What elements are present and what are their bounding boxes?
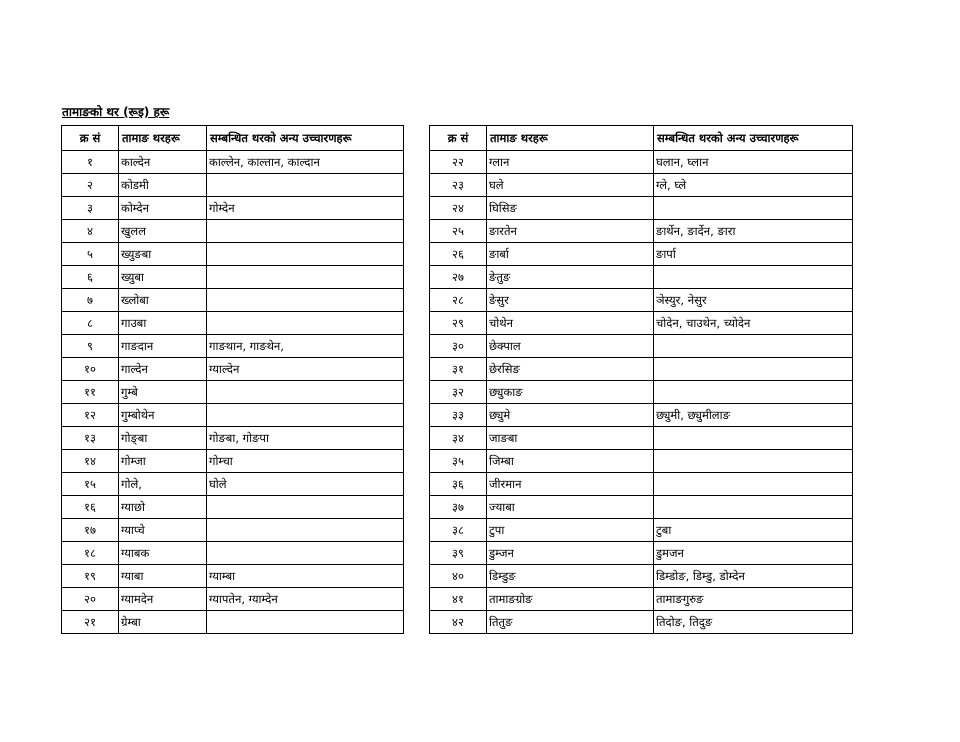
surname-cell: गोम्जा	[119, 450, 207, 473]
surname-cell: जिम्बा	[487, 450, 654, 473]
table-row	[62, 427, 404, 450]
alternate-pronunciation-cell	[207, 404, 404, 427]
alternate-pronunciation-cell	[207, 174, 404, 197]
serial-number-cell: ९	[62, 335, 119, 358]
surname-table-left	[61, 125, 404, 634]
surname-cell: ख्युङबा	[119, 243, 207, 266]
serial-number-cell: २४	[430, 197, 487, 220]
table-row	[62, 450, 404, 473]
alternate-pronunciation-cell	[207, 266, 404, 289]
table-row	[430, 220, 853, 243]
serial-number-cell: ३३	[430, 404, 487, 427]
table-row	[62, 404, 404, 427]
serial-number-cell: ४१	[430, 588, 487, 611]
serial-number-cell: २१	[62, 611, 119, 634]
serial-number-cell: १०	[62, 358, 119, 381]
alternate-pronunciation-cell: ङार्थेन, ङार्देन, ङारा	[654, 220, 853, 243]
serial-number-cell: ४२	[430, 611, 487, 634]
alternate-pronunciation-cell: टुबा	[654, 519, 853, 542]
serial-number-cell: २३	[430, 174, 487, 197]
alternate-pronunciation-cell	[207, 220, 404, 243]
surname-cell: ग्रेम्बा	[119, 611, 207, 634]
table-row	[430, 611, 853, 634]
surname-cell: टुपा	[487, 519, 654, 542]
surname-cell: छेरसिङ	[487, 358, 654, 381]
surname-cell: ग्याबा	[119, 565, 207, 588]
table-row	[62, 335, 404, 358]
alternate-pronunciation-cell: ग्ले, घ्ले	[654, 174, 853, 197]
table-row	[430, 197, 853, 220]
surname-cell: ग्लान	[487, 151, 654, 174]
serial-number-cell: १	[62, 151, 119, 174]
alternate-pronunciation-cell: गाङथान, गाङथेन,	[207, 335, 404, 358]
surname-cell: काल्देन	[119, 151, 207, 174]
surname-cell: ज्याबा	[487, 496, 654, 519]
surname-cell: ङेतुङ	[487, 266, 654, 289]
alternate-pronunciation-cell: गोम्चा	[207, 450, 404, 473]
alternate-pronunciation-cell: डुमजन	[654, 542, 853, 565]
serial-number-cell: ५	[62, 243, 119, 266]
alternate-pronunciation-cell	[654, 335, 853, 358]
table-row	[62, 174, 404, 197]
surname-cell: ग्याप्चे	[119, 519, 207, 542]
alternate-pronunciation-cell	[207, 519, 404, 542]
surname-cell: ख्लोबा	[119, 289, 207, 312]
alternate-pronunciation-cell: ग्याल्देन	[207, 358, 404, 381]
surname-cell: गाङदान	[119, 335, 207, 358]
surname-cell: ङार्बा	[487, 243, 654, 266]
alternate-pronunciation-cell: गोङबा, गोङपा	[207, 427, 404, 450]
serial-number-cell: १४	[62, 450, 119, 473]
header-tamang-surnames: तामाङ थरहरू	[487, 126, 654, 151]
surname-cell: तितुङ	[487, 611, 654, 634]
serial-number-cell: २५	[430, 220, 487, 243]
serial-number-cell: १३	[62, 427, 119, 450]
surname-cell: ग्याछो	[119, 496, 207, 519]
alternate-pronunciation-cell: गोम्देन	[207, 197, 404, 220]
alternate-pronunciation-cell: काल्लेन, काल्तान, काल्दान	[207, 151, 404, 174]
serial-number-cell: ३१	[430, 358, 487, 381]
surname-cell: गुम्बोथेन	[119, 404, 207, 427]
serial-number-cell: १९	[62, 565, 119, 588]
table-row	[62, 381, 404, 404]
surname-cell: छेक्पाल	[487, 335, 654, 358]
serial-number-cell: ३९	[430, 542, 487, 565]
alternate-pronunciation-cell	[207, 312, 404, 335]
alternate-pronunciation-cell	[654, 496, 853, 519]
surname-cell: डिम्डुङ	[487, 565, 654, 588]
alternate-pronunciation-cell: ग्याम्बा	[207, 565, 404, 588]
table-row	[62, 358, 404, 381]
serial-number-cell: २९	[430, 312, 487, 335]
surname-cell: जीरमान	[487, 473, 654, 496]
table-row	[62, 588, 404, 611]
table-row	[62, 611, 404, 634]
table-row	[62, 220, 404, 243]
alternate-pronunciation-cell: तिदोङ, तिदुङ	[654, 611, 853, 634]
serial-number-cell: २२	[430, 151, 487, 174]
serial-number-cell: ४	[62, 220, 119, 243]
alternate-pronunciation-cell	[207, 611, 404, 634]
serial-number-cell: ६	[62, 266, 119, 289]
serial-number-cell: ३८	[430, 519, 487, 542]
alternate-pronunciation-cell: ञेस्युर, नेसुर	[654, 289, 853, 312]
serial-number-cell: २६	[430, 243, 487, 266]
alternate-pronunciation-cell: तामाङगुरुङ	[654, 588, 853, 611]
alternate-pronunciation-cell	[654, 358, 853, 381]
alternate-pronunciation-cell	[654, 450, 853, 473]
surname-cell: गाउबा	[119, 312, 207, 335]
table-row	[430, 427, 853, 450]
alternate-pronunciation-cell	[654, 266, 853, 289]
table-row	[430, 519, 853, 542]
header-serial-number: क्र सं	[62, 126, 119, 151]
table-row	[430, 565, 853, 588]
table-row	[430, 381, 853, 404]
table-row	[62, 243, 404, 266]
surname-cell: गोङ्बा	[119, 427, 207, 450]
table-row	[62, 289, 404, 312]
surname-cell: ग्यामदेन	[119, 588, 207, 611]
page-title: तामाङको थर (रूइ) हरू	[62, 105, 170, 119]
surname-cell: गोले,	[119, 473, 207, 496]
table-row	[62, 312, 404, 335]
table-row	[430, 335, 853, 358]
table-row	[430, 358, 853, 381]
serial-number-cell: ३४	[430, 427, 487, 450]
serial-number-cell: ३७	[430, 496, 487, 519]
surname-cell: गाल्देन	[119, 358, 207, 381]
table-row	[430, 542, 853, 565]
alternate-pronunciation-cell: घोले	[207, 473, 404, 496]
table-row	[62, 565, 404, 588]
serial-number-cell: २०	[62, 588, 119, 611]
alternate-pronunciation-cell	[207, 542, 404, 565]
table-row	[430, 450, 853, 473]
surname-cell: कोम्देन	[119, 197, 207, 220]
serial-number-cell: १५	[62, 473, 119, 496]
header-tamang-surnames: तामाङ थरहरू	[119, 126, 207, 151]
serial-number-cell: २८	[430, 289, 487, 312]
surname-cell: ङेसुर	[487, 289, 654, 312]
alternate-pronunciation-cell	[654, 473, 853, 496]
alternate-pronunciation-cell: ग्यापतेन, ग्याम्देन	[207, 588, 404, 611]
surname-cell: छ्युकाङ	[487, 381, 654, 404]
serial-number-cell: २७	[430, 266, 487, 289]
surname-cell: छ्युमे	[487, 404, 654, 427]
table-row	[62, 266, 404, 289]
table-row	[62, 542, 404, 565]
table-row	[430, 174, 853, 197]
surname-cell: ङारतेन	[487, 220, 654, 243]
table-row	[62, 197, 404, 220]
alternate-pronunciation-cell	[207, 243, 404, 266]
table-header-row	[430, 126, 853, 151]
table-row	[430, 473, 853, 496]
alternate-pronunciation-cell	[207, 496, 404, 519]
surname-table-right	[429, 125, 853, 634]
surname-cell: खुलल	[119, 220, 207, 243]
alternate-pronunciation-cell: घलान, घ्लान	[654, 151, 853, 174]
serial-number-cell: १६	[62, 496, 119, 519]
alternate-pronunciation-cell: ङार्पा	[654, 243, 853, 266]
table-row	[430, 266, 853, 289]
surname-cell: ख्युबा	[119, 266, 207, 289]
alternate-pronunciation-cell	[207, 289, 404, 312]
surname-cell: जाङबा	[487, 427, 654, 450]
surname-cell: कोडमी	[119, 174, 207, 197]
serial-number-cell: १२	[62, 404, 119, 427]
alternate-pronunciation-cell: डिम्डोङ, डिम्डु, डोम्देन	[654, 565, 853, 588]
alternate-pronunciation-cell	[654, 197, 853, 220]
alternate-pronunciation-cell: छ्युमी, छ्युमीलाङ	[654, 404, 853, 427]
table-row	[430, 496, 853, 519]
serial-number-cell: ३	[62, 197, 119, 220]
alternate-pronunciation-cell	[207, 381, 404, 404]
table-row	[430, 289, 853, 312]
header-other-pronunciations: सम्बन्धित थरको अन्य उच्चारणहरू	[207, 126, 404, 151]
table-row	[430, 588, 853, 611]
surname-cell: घिसिङ	[487, 197, 654, 220]
serial-number-cell: ११	[62, 381, 119, 404]
table-row	[430, 151, 853, 174]
table-row	[62, 151, 404, 174]
serial-number-cell: २	[62, 174, 119, 197]
table-header-row	[62, 126, 404, 151]
serial-number-cell: ७	[62, 289, 119, 312]
serial-number-cell: १७	[62, 519, 119, 542]
surname-cell: डुम्जन	[487, 542, 654, 565]
surname-cell: घले	[487, 174, 654, 197]
table-row	[62, 496, 404, 519]
surname-cell: गुम्बे	[119, 381, 207, 404]
table-row	[430, 312, 853, 335]
serial-number-cell: ३६	[430, 473, 487, 496]
surname-cell: तामाङग्रोङ	[487, 588, 654, 611]
alternate-pronunciation-cell: चोदेन, चाउथेन, च्योदेन	[654, 312, 853, 335]
serial-number-cell: ३०	[430, 335, 487, 358]
serial-number-cell: ४०	[430, 565, 487, 588]
serial-number-cell: ८	[62, 312, 119, 335]
surname-cell: चोथेन	[487, 312, 654, 335]
table-row	[62, 519, 404, 542]
serial-number-cell: ३५	[430, 450, 487, 473]
serial-number-cell: ३२	[430, 381, 487, 404]
header-other-pronunciations: सम्बन्धित थरको अन्य उच्चारणहरू	[654, 126, 853, 151]
header-serial-number: क्र सं	[430, 126, 487, 151]
alternate-pronunciation-cell	[654, 381, 853, 404]
serial-number-cell: १८	[62, 542, 119, 565]
alternate-pronunciation-cell	[654, 427, 853, 450]
table-row	[430, 243, 853, 266]
table-row	[62, 473, 404, 496]
surname-cell: ग्याबक	[119, 542, 207, 565]
table-row	[430, 404, 853, 427]
